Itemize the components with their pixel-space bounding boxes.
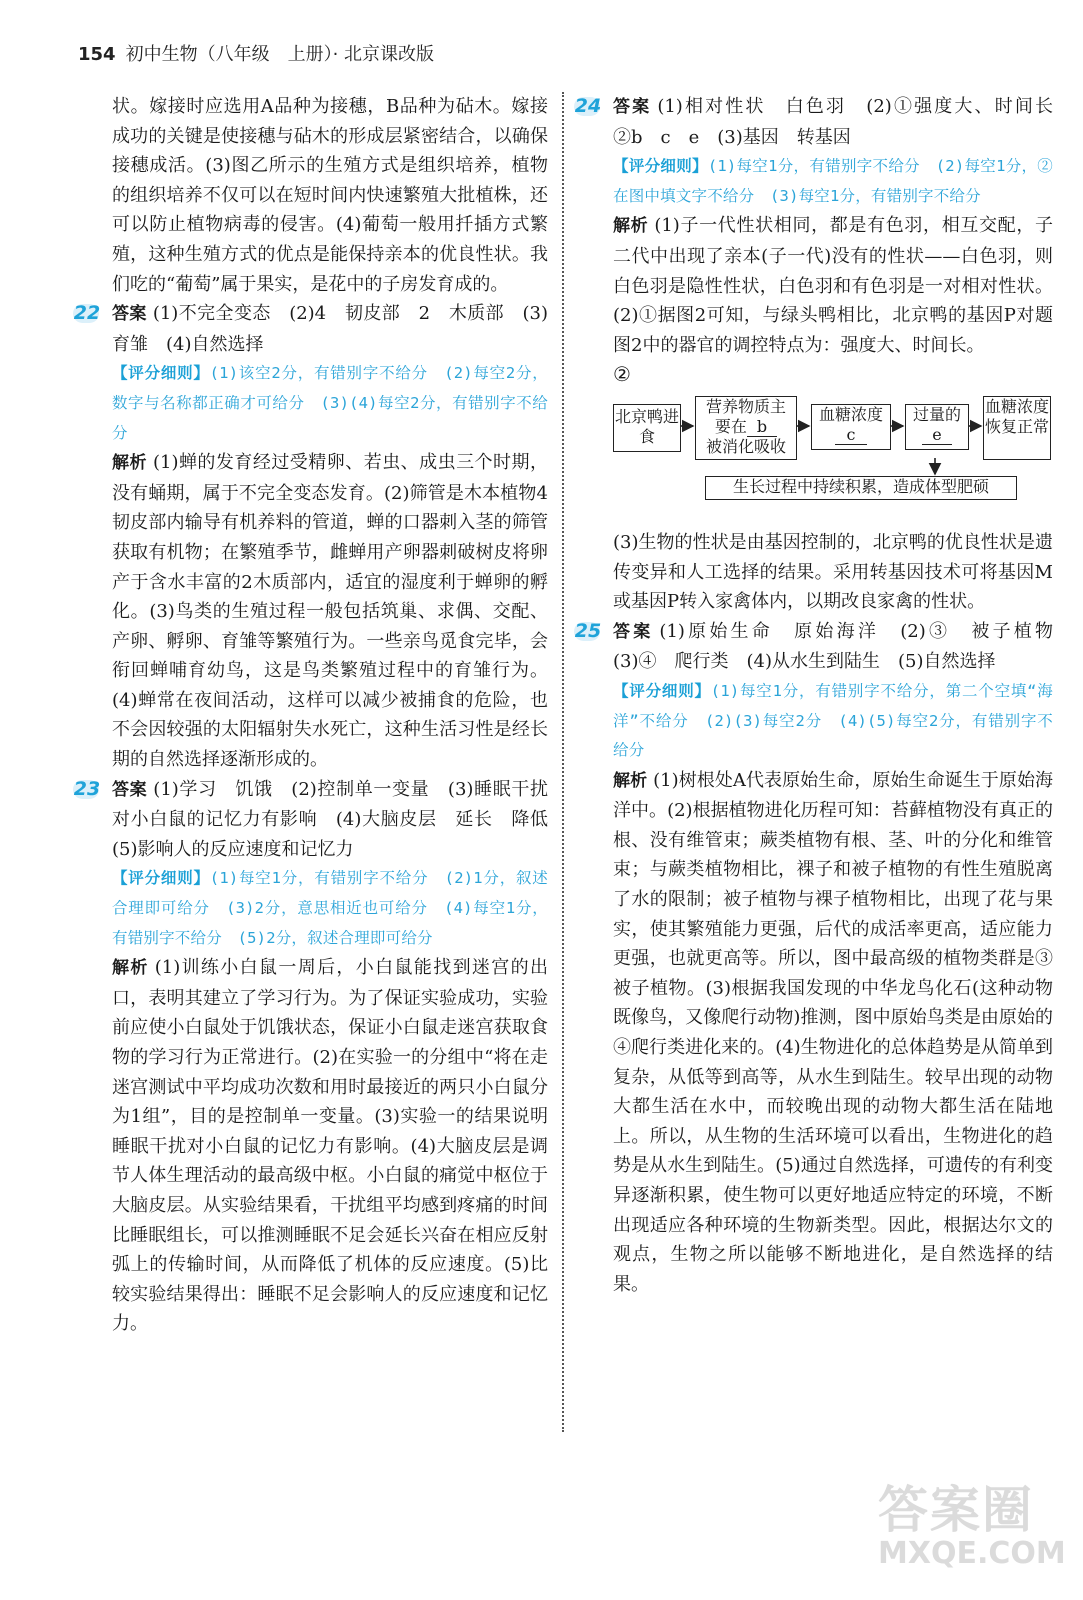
flow-blank-e: e [922, 425, 951, 445]
question-number: 25 [574, 619, 602, 642]
question-25 [574, 617, 1071, 1300]
flow-box-excess [905, 404, 969, 450]
question-23 [73, 775, 566, 1339]
analysis-label: 解析 [613, 216, 649, 237]
flow-text: 营养物质主 [705, 396, 786, 416]
right-column [574, 92, 1072, 1299]
watermark-line2: MXQE.COM [878, 1536, 1066, 1571]
left-column [73, 92, 566, 1339]
analysis-label: 解析 [613, 770, 648, 791]
page-header [78, 40, 434, 66]
score-text: (1)每空1分，有错别字不给分 (2)1分，叙述合理即可给分 (3)2分，意思相近也可给分 (4)每空1分，有错别字不给分 (5)2分，叙述合理即可给分 [112, 869, 548, 947]
answer-label: 答案 [112, 779, 148, 800]
continued-analysis: 状。嫁接时应选用A品种为接穗，B品种为砧木。嫁接成功的关键是使接穗与砧木的形成层紧密结合，以确保接穗成活。(3)图乙所示的生殖方式是组织培养，植物的组织培养不仅可以在短时间内快速繁殖大批植株，还可以防止植物病毒的侵害。(4)葡萄一般用扦插方式繁殖，这种生殖方式的优点是能保持亲本的优良性状。我们吃的“葡萄”属于果实，是花中的子房发育成的。 [112, 96, 548, 295]
answer-label: 答案 [613, 621, 654, 642]
analysis-label: 解析 [112, 453, 147, 474]
answer-label: 答案 [613, 97, 652, 117]
flow-box-blood-sugar [811, 404, 891, 450]
flow-blank-b: b [747, 417, 777, 437]
watermark-line1: 答案圈 [878, 1481, 1034, 1539]
flow-box-accumulate: 生长过程中持续积累，造成体型肥硕 [705, 476, 1017, 500]
analysis-text: (1)蝉的发育经过受精卵、若虫、成虫三个时期，没有蛹期，属于不完全变态发育。(2)筛管是木本植物4韧皮部内输导有机养料的管道，蝉的口器刺入茎的筛管获取有机物；在繁殖季节，雌蝉用产卵器刺破树皮将卵产于含水丰富的2木质部内，适宜的湿度利于蝉卵的孵化。(3)鸟类的生殖过程一般包括筑巢、求偶、交配、产卵、孵卵、育雏等繁殖行为。一些亲鸟觅食完毕，会衔回蝉哺育幼鸟，这是鸟类繁殖过程中的育雏行为。(4)蝉常在夜间活动，这样可以减少被捕食的危险，也不会因较强的太阳辐射失水死亡，这种生活习性是经长期的自然选择逐渐形成的。 [112, 452, 549, 771]
question-24 [574, 92, 1072, 617]
flow-text: 血糖浓度 [818, 404, 883, 424]
answer-text: (1)相对性状 白色羽 (2)①强度大、时间长 ②b c e (3)基因 转基因 [613, 96, 1072, 148]
flow-box-nutrients [695, 396, 797, 460]
question-number: 24 [574, 95, 602, 117]
answer-text: (1)不完全变态 (2)4 韧皮部 2 木质部 (3)育雏 (4)自然选择 [112, 303, 548, 355]
book-title: 初中生物（八年级 上册）· 北京课改版 [125, 44, 435, 65]
score-label: 【评分细则】 [112, 364, 210, 383]
analysis-text-2: (3)生物的性状是由基因控制的，北京鸭的优良性状是遗传变异和人工选择的结果。采用转基因技术可将基因M或基因P转入家禽体内，以期改良家禽的性状。 [613, 531, 1053, 613]
analysis-text: (1)树根处A代表原始生命，原始生命诞生于原始海洋中。(2)根据植物进化历程可知：苔藓植物没有真正的根、没有维管束；蕨类植物有根、茎、叶的分化和维管束；与蕨类植物相比，裸子和被子植物的有性生殖脱离了水的限制；被子植物与裸子植物相比，出现了花与果实，使其繁殖能力更强，后代的成活率更高，适应能力更强，也就更高等。所以，图中最高级的植物类群是③被子植物。(3)根据我国发现的中华龙鸟化石(这种动物既像鸟，又像爬行动物)推测，图中原始鸟类是由原始的④爬行类进化来的。(4)生物进化的总体趋势是从简单到复杂，从低等到高等，从水生到陆生。较早出现的动物大都生活在水中，而较晚出现的动物大都生活在陆地上。所以，从生物的生活环境可以看出，生物进化的趋势是从水生到陆生。(5)通过自然选择，可遗传的有利变异逐渐积累，使生物可以更好地适应特定的环境，不断出现适应各种环境的生物新类型。因此，根据达尔文的观点，生物之所以能够不断地进化，是自然选择的结果。 [613, 769, 1054, 1295]
analysis-label: 解析 [112, 958, 149, 979]
flow-box-beijing-duck: 北京鸭进食 [613, 404, 681, 452]
analysis-text: (1)训练小白鼠一周后，小白鼠能找到迷宫的出口，表明其建立了学习行为。为了保证实验成功，实验前应使小白鼠处于饥饿状态，保证小白鼠走迷宫获取食物的学习行为正常进行。(2)在实验一的分组中“将在走迷宫测试中平均成功次数和用时最接近的两只小白鼠分为1组”，目的是控制单一变量。(3)实验一的结果说明睡眠干扰对小白鼠的记忆力有影响。(4)大脑皮层是调节人体生理活动的最高级中枢。小白鼠的痛觉中枢位于大脑皮层。从实验结果看，干扰组平均感到疼痛的时间比睡眠组长，可以推测睡眠不足会延长兴奋在相应反射弧上的传输时间，从而降低了机体的反应速度。(5)比较实验结果得出：睡眠不足会影响人的反应速度和记忆力。 [112, 957, 548, 1335]
flow-text: 要在 [714, 416, 747, 436]
score-label: 【评分细则】 [613, 157, 708, 176]
answer-text: (1)学习 饥饿 (2)控制单一变量 (3)睡眠干扰对小白鼠的记忆力有影响 (4)大脑皮层 延长 降低 (5)影响人的反应速度和记忆力 [112, 778, 566, 860]
question-22 [73, 299, 549, 775]
score-label: 【评分细则】 [613, 681, 711, 700]
score-text: (1)该空2分，有错别字不给分 (2)每空2分，数字与名称都正确才可给分 (3)(4)每空2分，有错别字不给分 [112, 364, 548, 442]
flow-text: 过量的 [912, 404, 961, 424]
answer-label: 答案 [112, 304, 147, 325]
sub-question-marker: ② [613, 362, 631, 387]
flow-blank-c: c [835, 425, 868, 445]
page-number: 154 [78, 44, 116, 65]
score-text: (1)每空1分，有错别字不给分 (2)每空1分，②在图中填文字不给分 (3)每空1分，有错别字不给分 [613, 157, 1053, 205]
watermark-logo [878, 1470, 1068, 1585]
column-divider [562, 92, 564, 1432]
answer-text: (1)原始生命 原始海洋 (2)③ 被子植物 (3)④ 爬行类 (4)从水生到陆生 (5)自然选择 [613, 620, 1071, 673]
flow-text: 被消化吸收 [705, 436, 786, 456]
question-number: 23 [73, 777, 101, 800]
analysis-text: (1)子一代性状相同，都是有色羽，相互交配，子二代中出现了亲本(子一代)没有的性状——白色羽，则白色羽是隐性性状，白色羽和有色羽是一对相对性状。(2)①据图2可知，与绿头鸭相比，北京鸭的基因P对题图2中的器官的调控特点为：强度大、时间长。 [613, 215, 1054, 356]
flow-diagram [613, 396, 1053, 524]
flow-box-restore: 血糖浓度恢复正常 [983, 396, 1051, 460]
score-text: (1)每空1分，有错别字不给分，第二个空填“海洋”不给分 (2)(3)每空2分 (4)(5)每空2分，有错别字不给分 [613, 681, 1054, 760]
score-label: 【评分细则】 [112, 869, 210, 888]
question-number: 22 [73, 302, 101, 325]
